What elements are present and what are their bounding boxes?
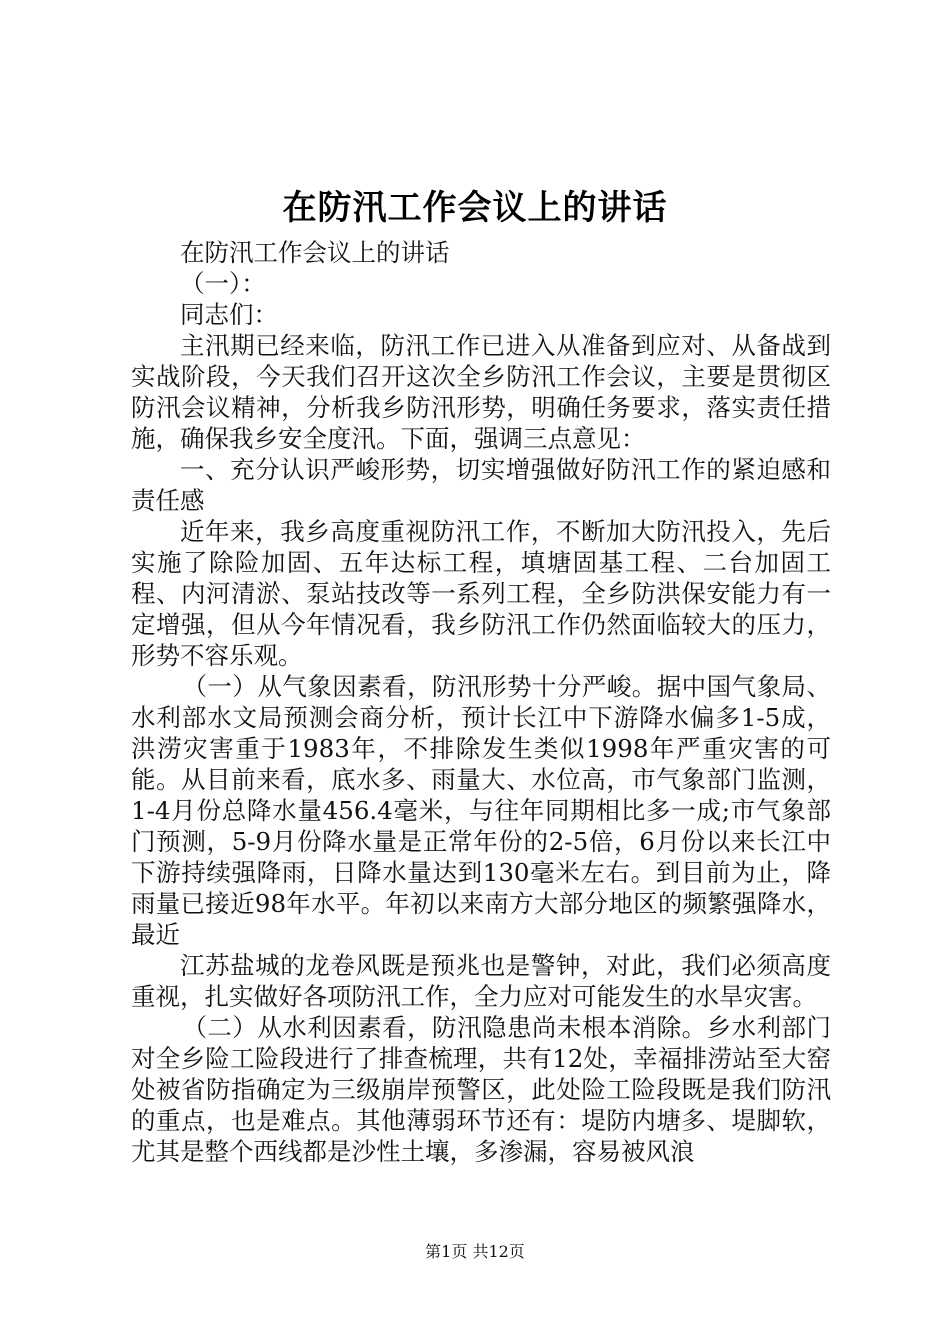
paragraph-recent-years: 近年来，我乡高度重视防汛工作，不断加大防汛投入，先后实施了除险加固、五年达标工程，填塘固基工程、二台加固工程、内河清淤、泵站技改等一系列工程，全乡防洪保安能力有一定增强，但从今年情况看，我乡防汛工作仍然面临较大的压力，形势不容乐观。	[131, 517, 831, 670]
paragraph-weather-factors: （一）从气象因素看，防汛形势十分严峻。据中国气象局、水利部水文局预测会商分析，预计长江中下游降水偏多1-5成，洪涝灾害重于1983年，不排除发生类似1998年严重灾害的可能。从目前来看，底水多、雨量大、水位高，市气象部门监测，1-4月份总降水量456.4毫米，与往年同期相比多一成;市气象部门预测，5-9月份降水量是正常年份的2-5倍，6月份以来长江中下游持续强降雨，日降水量达到130毫米左右。到目前为止，降雨量已接近98年水平。年初以来南方大部分地区的频繁强降水，最近	[131, 672, 831, 949]
paragraph-greeting: 同志们：	[180, 300, 278, 329]
paragraph-tornado-warning: 江苏盐城的龙卷风既是预兆也是警钟，对此，我们必须高度重视，扎实做好各项防汛工作，全力应对可能发生的水旱灾害。	[131, 951, 831, 1011]
document-title: 在防汛工作会议上的讲话	[282, 188, 668, 228]
page-footer: 第1页 共12页	[425, 1242, 525, 1261]
paragraph-intro: 主汛期已经来临，防汛工作已进入从准备到应对、从备战到实战阶段，今天我们召开这次全乡防汛工作会议，主要是贯彻区防汛会议精神，分析我乡防汛形势，明确任务要求，落实责任措施，确保我乡安全度汛。下面，强调三点意见：	[131, 331, 831, 453]
paragraph-heading-one: 一、充分认识严峻形势，切实增强做好防汛工作的紧迫感和责任感	[131, 455, 831, 515]
paragraph-section-number: （一）：	[180, 269, 266, 298]
document-body	[131, 210, 831, 1167]
paragraph-subtitle: 在防汛工作会议上的讲话	[180, 238, 450, 267]
paragraph-water-factors: （二）从水利因素看，防汛隐患尚未根本消除。乡水利部门对全乡险工险段进行了排查梳理，共有12处，幸福排涝站至大窑处被省防指确定为三级崩岸预警区，此处险工险段既是我们防汛的重点，也是难点。其他薄弱环节还有：堤防内塘多、堤脚软，尤其是整个西线都是沙性土壤，多渗漏，容易被风浪	[131, 1013, 831, 1166]
